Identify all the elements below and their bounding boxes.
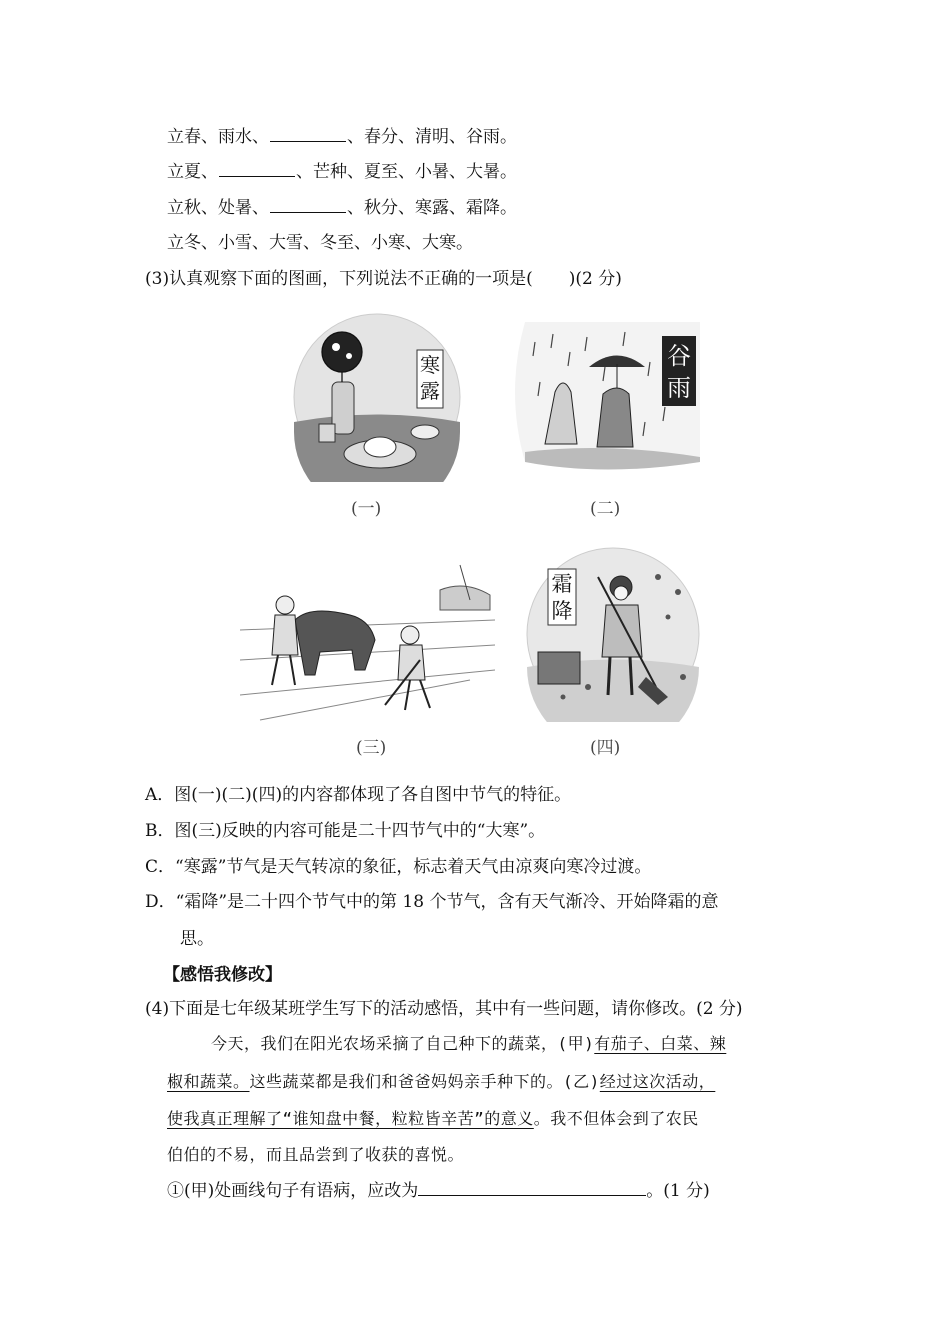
text: 这些蔬菜都是我们和爸爸妈妈亲手种下的。(乙)	[249, 1072, 600, 1091]
text: )(2 分)	[568, 269, 622, 289]
image-cold-dew	[292, 312, 462, 486]
text: 。(1 分)	[646, 1181, 710, 1201]
text: 、秋分、寒露、霜降。	[347, 198, 517, 218]
text: 。我不但体会到了农民	[533, 1109, 699, 1128]
answer-blank[interactable]	[418, 1179, 646, 1196]
underlined-sentence-yi: 使我真正理解了“谁知盘中餐，粒粒皆辛苦”的意义	[167, 1109, 534, 1128]
seal-char: 霜	[551, 572, 573, 596]
reflection-line-4: 伯伯的不易，而且品尝到了收获的喜悦。	[167, 1145, 465, 1164]
seal-char: 露	[420, 379, 440, 403]
text: 立夏、	[167, 162, 218, 182]
image-caption-2: (二)	[590, 499, 621, 519]
underlined-sentence-jia: 椒和蔬菜。	[167, 1072, 250, 1091]
text: 、春分、清明、谷雨。	[347, 127, 517, 147]
solar-term-line-summer	[167, 160, 517, 184]
image-frost-descent	[518, 547, 708, 726]
sub-question-1	[167, 1179, 710, 1203]
image-caption-4: (四)	[590, 738, 621, 758]
seal-label-frost-descent	[548, 571, 576, 625]
underlined-sentence-jia: 有茄子、白菜、辣	[594, 1034, 727, 1053]
seal-char: 寒	[420, 353, 440, 377]
solar-term-line-winter	[167, 231, 473, 255]
seal-label-cold-dew	[417, 352, 443, 404]
text: (3)认真观察下面的图画，下列说法不正确的一项是(	[145, 269, 533, 289]
option-a[interactable]: A．图(一)(二)(四)的内容都体现了各自图中节气的特征。	[145, 785, 572, 805]
image-caption-1: (一)	[351, 499, 382, 519]
reflection-line-1	[211, 1032, 726, 1056]
reflection-line-2	[167, 1070, 715, 1094]
seal-char: 降	[551, 599, 573, 623]
text: ①(甲)处画线句子有语病，应改为	[167, 1181, 419, 1201]
solar-term-line-autumn	[167, 196, 517, 220]
underlined-sentence-yi: 经过这次活动，	[599, 1072, 716, 1091]
text: 立秋、处暑、	[167, 198, 269, 218]
question-3-stem	[145, 267, 622, 291]
option-b[interactable]: B．图(三)反映的内容可能是二十四节气中的“大寒”。	[145, 821, 546, 841]
text: 立冬、小雪、大雪、冬至、小寒、大寒。	[167, 233, 473, 253]
seal-char: 谷	[667, 342, 691, 370]
text: 、芒种、夏至、小暑、大暑。	[296, 162, 517, 182]
question-4-stem: (4)下面是七年级某班学生写下的活动感悟，其中有一些问题，请你修改。(2 分)	[145, 999, 743, 1019]
option-c[interactable]: C．“寒露”节气是天气转凉的象征，标志着天气由凉爽向寒冷过渡。	[145, 857, 652, 877]
image-caption-3: (三)	[356, 738, 387, 758]
solar-term-line-spring	[167, 125, 517, 149]
image-grain-rain	[505, 312, 705, 486]
reflection-line-3	[167, 1107, 699, 1131]
text: 今天，我们在阳光农场采摘了自己种下的蔬菜，(甲)	[211, 1034, 595, 1053]
text: 立春、雨水、	[167, 127, 269, 147]
seal-label-grain-rain	[663, 340, 695, 404]
answer-blank[interactable]	[270, 125, 346, 142]
section-heading: 【感悟我修改】	[163, 965, 282, 985]
option-d[interactable]: D．“霜降”是二十四个节气中的第 18 个节气，含有天气渐冷、开始降霜的意	[145, 892, 719, 912]
seal-char: 雨	[667, 374, 691, 402]
image-plowing-field	[240, 560, 495, 729]
answer-blank[interactable]	[219, 160, 295, 177]
answer-blank[interactable]	[270, 196, 346, 213]
option-d-continued: 思。	[180, 929, 214, 949]
